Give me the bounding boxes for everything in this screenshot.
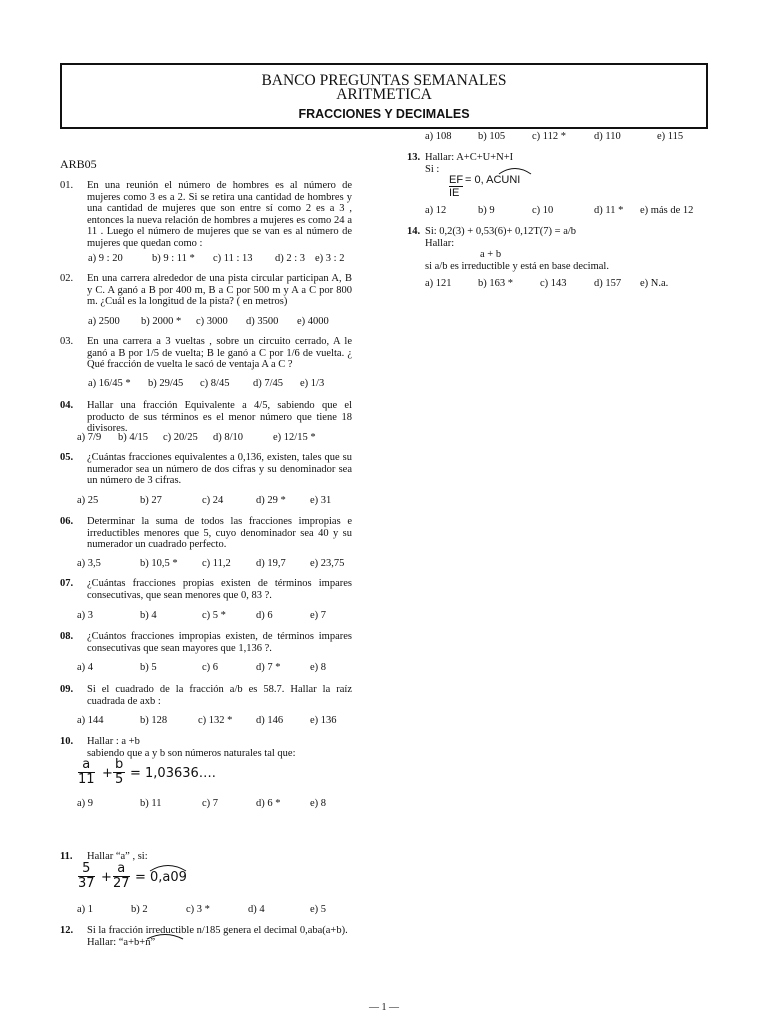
option-a: a) 121 [425, 278, 452, 289]
option-a: a) 1 [77, 904, 94, 915]
question-line: a + b [480, 249, 502, 260]
question-text: Hallar una fracción Equivalente a 4/5, sabiendo que el producto de sus términos es el menor número que tiene 18 divisores. [87, 400, 352, 434]
option-a: a) 4 [77, 662, 94, 673]
option-e: e) 12/15 * [273, 432, 316, 443]
option-a: a) 108 [425, 131, 452, 142]
fraction-a-27 [113, 862, 130, 891]
option-e: e) 23,75 [310, 558, 345, 569]
option-b: b) 29/45 [148, 378, 184, 389]
question-number: 12. [60, 925, 74, 936]
option-e: e) 5 [310, 904, 327, 915]
option-b: b) 4 [140, 610, 157, 621]
question-text: ¿Cuántos fracciones impropias existen, de términos impares consecutivas que sean mayores que 1,136 ?. [87, 631, 352, 654]
question-text: ¿Cuántas fracciones propias existen de términos impares consecutivas, que sean menores que 0, 83 ?. [87, 578, 352, 601]
denominator: 37 [78, 876, 95, 891]
option-c: c) 3000 [196, 316, 228, 327]
question-text: ¿Cuántas fracciones equivalentes a 0,136, existen, tales que su numerador sea un número de dos cifras y su denominador sea un número de 3 cifras. [87, 452, 352, 486]
question-line: Si: 0,2(3) + 0,53(6)+ 0,12T(7) = a/b [425, 226, 577, 237]
equation-rhs: = 0,a09 [135, 870, 187, 885]
header-title-line2: ARITMETICA [336, 86, 432, 103]
option-b: b) 2000 * [141, 316, 182, 327]
question-line: Hallar: “a+b+n” [87, 936, 156, 948]
question-line: si a/b es irreductible y está en base decimal. [425, 260, 609, 272]
option-d: d) 3500 [246, 316, 279, 327]
header-box [60, 63, 708, 129]
option-e: e) 4000 [297, 316, 329, 327]
option-a: a) 25 [77, 495, 99, 506]
fraction-5-37 [78, 862, 95, 891]
question-text [87, 925, 367, 948]
fraction-ef-ie [449, 174, 463, 199]
question-number: 09. [60, 684, 74, 695]
page-number: — 1 — [369, 1002, 399, 1013]
option-c: c) 112 * [532, 131, 567, 142]
option-b: b) 105 [478, 131, 506, 142]
option-c: c) 11,2 [202, 558, 231, 569]
option-e: e) 115 [657, 131, 684, 142]
option-d: d) 11 * [594, 205, 624, 216]
option-b: b) 163 * [478, 278, 513, 289]
option-c: c) 11 : 13 [213, 253, 253, 264]
option-e: e) 3 : 2 [315, 253, 345, 264]
option-b: b) 11 [140, 798, 162, 809]
option-d: d) 4 [248, 904, 265, 915]
option-c: c) 132 * [198, 715, 233, 726]
numerator: b [115, 757, 124, 772]
question-text: En una carrera alrededor de una pista circular participan A, B y C. A ganó a B por 400 m, B a C por 500 m y A a C por 800 m. ¿Cuál es la longitud de la pista? ( en metros) [87, 273, 352, 307]
question-number: 05. [60, 452, 74, 463]
option-a: a) 9 [77, 798, 94, 809]
question-line: sabiendo que a y b son números naturales tal que: [87, 747, 296, 759]
repeating-arc-icon [148, 862, 188, 872]
option-e: e) 31 [310, 495, 332, 506]
option-d: d) 6 * [256, 798, 281, 809]
question-text: Si el cuadrado de la fracción a/b es 58.7. Hallar la raíz cuadrada de axb : [87, 684, 352, 707]
question-number: 04. [60, 400, 74, 411]
option-d: d) 29 * [256, 495, 286, 506]
question-number: 13. [407, 152, 421, 163]
question-line: Si la fracción irreductible n/185 genera el decimal 0,aba(a+b). [87, 925, 348, 936]
option-a: a) 2500 [88, 316, 120, 327]
option-c: c) 5 * [202, 610, 226, 621]
option-d: d) 146 [256, 715, 284, 726]
option-b: b) 10,5 * [140, 558, 178, 569]
question-number: 14. [407, 226, 421, 237]
document-code: ARB05 [60, 157, 97, 171]
numerator: a [113, 862, 130, 877]
question-text [425, 152, 695, 175]
numerator: a [78, 758, 95, 773]
question-text [425, 226, 695, 272]
question-text: En una reunión el número de hombres es al número de mujeres como 3 es a 2. Si se retira una cantidad de hombres y una cantidad de mujeres que son entre sí como 2 es a 3 , entonces la nueva relación de hombres a mujeres es como 24 a 11 . Luego el número de mujeres que se van es al número de mujeres que quedan como : [87, 180, 352, 249]
option-a: a) 144 [77, 715, 104, 726]
option-c: c) 8/45 [200, 378, 230, 389]
option-c: c) 3 * [186, 904, 210, 915]
option-a: a) 12 [425, 205, 447, 216]
question-number: 06. [60, 516, 74, 527]
fraction-b-5 [113, 758, 125, 787]
option-c: c) 20/25 [163, 432, 198, 443]
repeating-arc-icon [497, 165, 533, 175]
option-a: a) 9 : 20 [88, 253, 123, 264]
option-e: e) N.a. [640, 278, 669, 289]
option-a: a) 3,5 [77, 558, 101, 569]
question-text: Determinar la suma de todos las fracciones impropias e irreductibles menores que 5, cuyo denominador sea 40 y su numerador un cuadrado perfecto. [87, 516, 352, 550]
question-line: Hallar : a +b [87, 736, 140, 747]
option-a: a) 7/9 [77, 432, 102, 443]
option-a: a) 3 [77, 610, 94, 621]
question-line: Si : [425, 163, 440, 175]
plus-sign: + [102, 766, 113, 781]
option-b: b) 9 [478, 205, 495, 216]
option-b: b) 5 [140, 662, 157, 673]
question-text: Hallar “a” , si: [87, 851, 148, 862]
option-d: d) 6 [256, 610, 273, 621]
option-c: c) 6 [202, 662, 219, 673]
option-d: d) 8/10 [213, 432, 244, 443]
option-e: e) 7 [310, 610, 327, 621]
option-e: e) más de 12 [640, 205, 694, 216]
denominator: 5 [114, 772, 124, 787]
option-b: b) 4/15 [118, 432, 149, 443]
option-d: d) 19,7 [256, 558, 286, 569]
question-number: 11. [60, 851, 73, 862]
option-b: b) 9 : 11 * [152, 253, 195, 264]
option-d: d) 157 [594, 278, 622, 289]
numerator: EF [449, 174, 464, 186]
numerator: 5 [78, 862, 95, 877]
plus-sign: + [101, 870, 112, 885]
option-d: d) 7/45 [253, 378, 284, 389]
equation-rhs: = 0, ACUNI [465, 174, 521, 186]
option-b: b) 128 [140, 715, 168, 726]
question-text: En una carrera a 3 vueltas , sobre un circuito cerrado, A le ganó a B por 1/5 de vuelta; B le ganó a C por 1/6 de vuelta. ¿ Qué fracción de vuelta le sacó de ventaja A a C ? [87, 336, 352, 370]
question-number: 07. [60, 578, 74, 589]
option-e: e) 1/3 [300, 378, 325, 389]
header-subtitle: FRACCIONES Y DECIMALES [298, 107, 470, 121]
question-number: 10. [60, 736, 74, 747]
option-c: c) 7 [202, 798, 219, 809]
equation-rhs: = 1,03636…. [130, 766, 216, 781]
repeating-arc-icon [145, 932, 185, 940]
fraction-a-11 [78, 758, 95, 787]
option-b: b) 2 [131, 904, 148, 915]
option-a: a) 16/45 * [88, 378, 131, 389]
option-e: e) 8 [310, 798, 327, 809]
denominator: IE [449, 187, 460, 199]
option-d: d) 110 [594, 131, 621, 142]
header-title-line1: BANCO PREGUNTAS SEMANALES [261, 72, 507, 89]
question-number: 08. [60, 631, 74, 642]
denominator: 27 [113, 876, 130, 891]
question-line: Hallar: [425, 237, 455, 249]
option-e: e) 8 [310, 662, 327, 673]
question-number: 01. [60, 180, 74, 191]
question-number: 02. [60, 273, 74, 284]
option-d: d) 2 : 3 [275, 253, 306, 264]
question-text [87, 736, 352, 759]
option-c: c) 24 [202, 495, 224, 506]
denominator: 11 [78, 772, 95, 787]
question-number: 03. [60, 336, 74, 347]
option-c: c) 143 [540, 278, 567, 289]
question-line: Hallar: A+C+U+N+I [425, 152, 514, 163]
option-c: c) 10 [532, 205, 554, 216]
option-e: e) 136 [310, 715, 337, 726]
option-b: b) 27 [140, 495, 162, 506]
option-d: d) 7 * [256, 662, 281, 673]
